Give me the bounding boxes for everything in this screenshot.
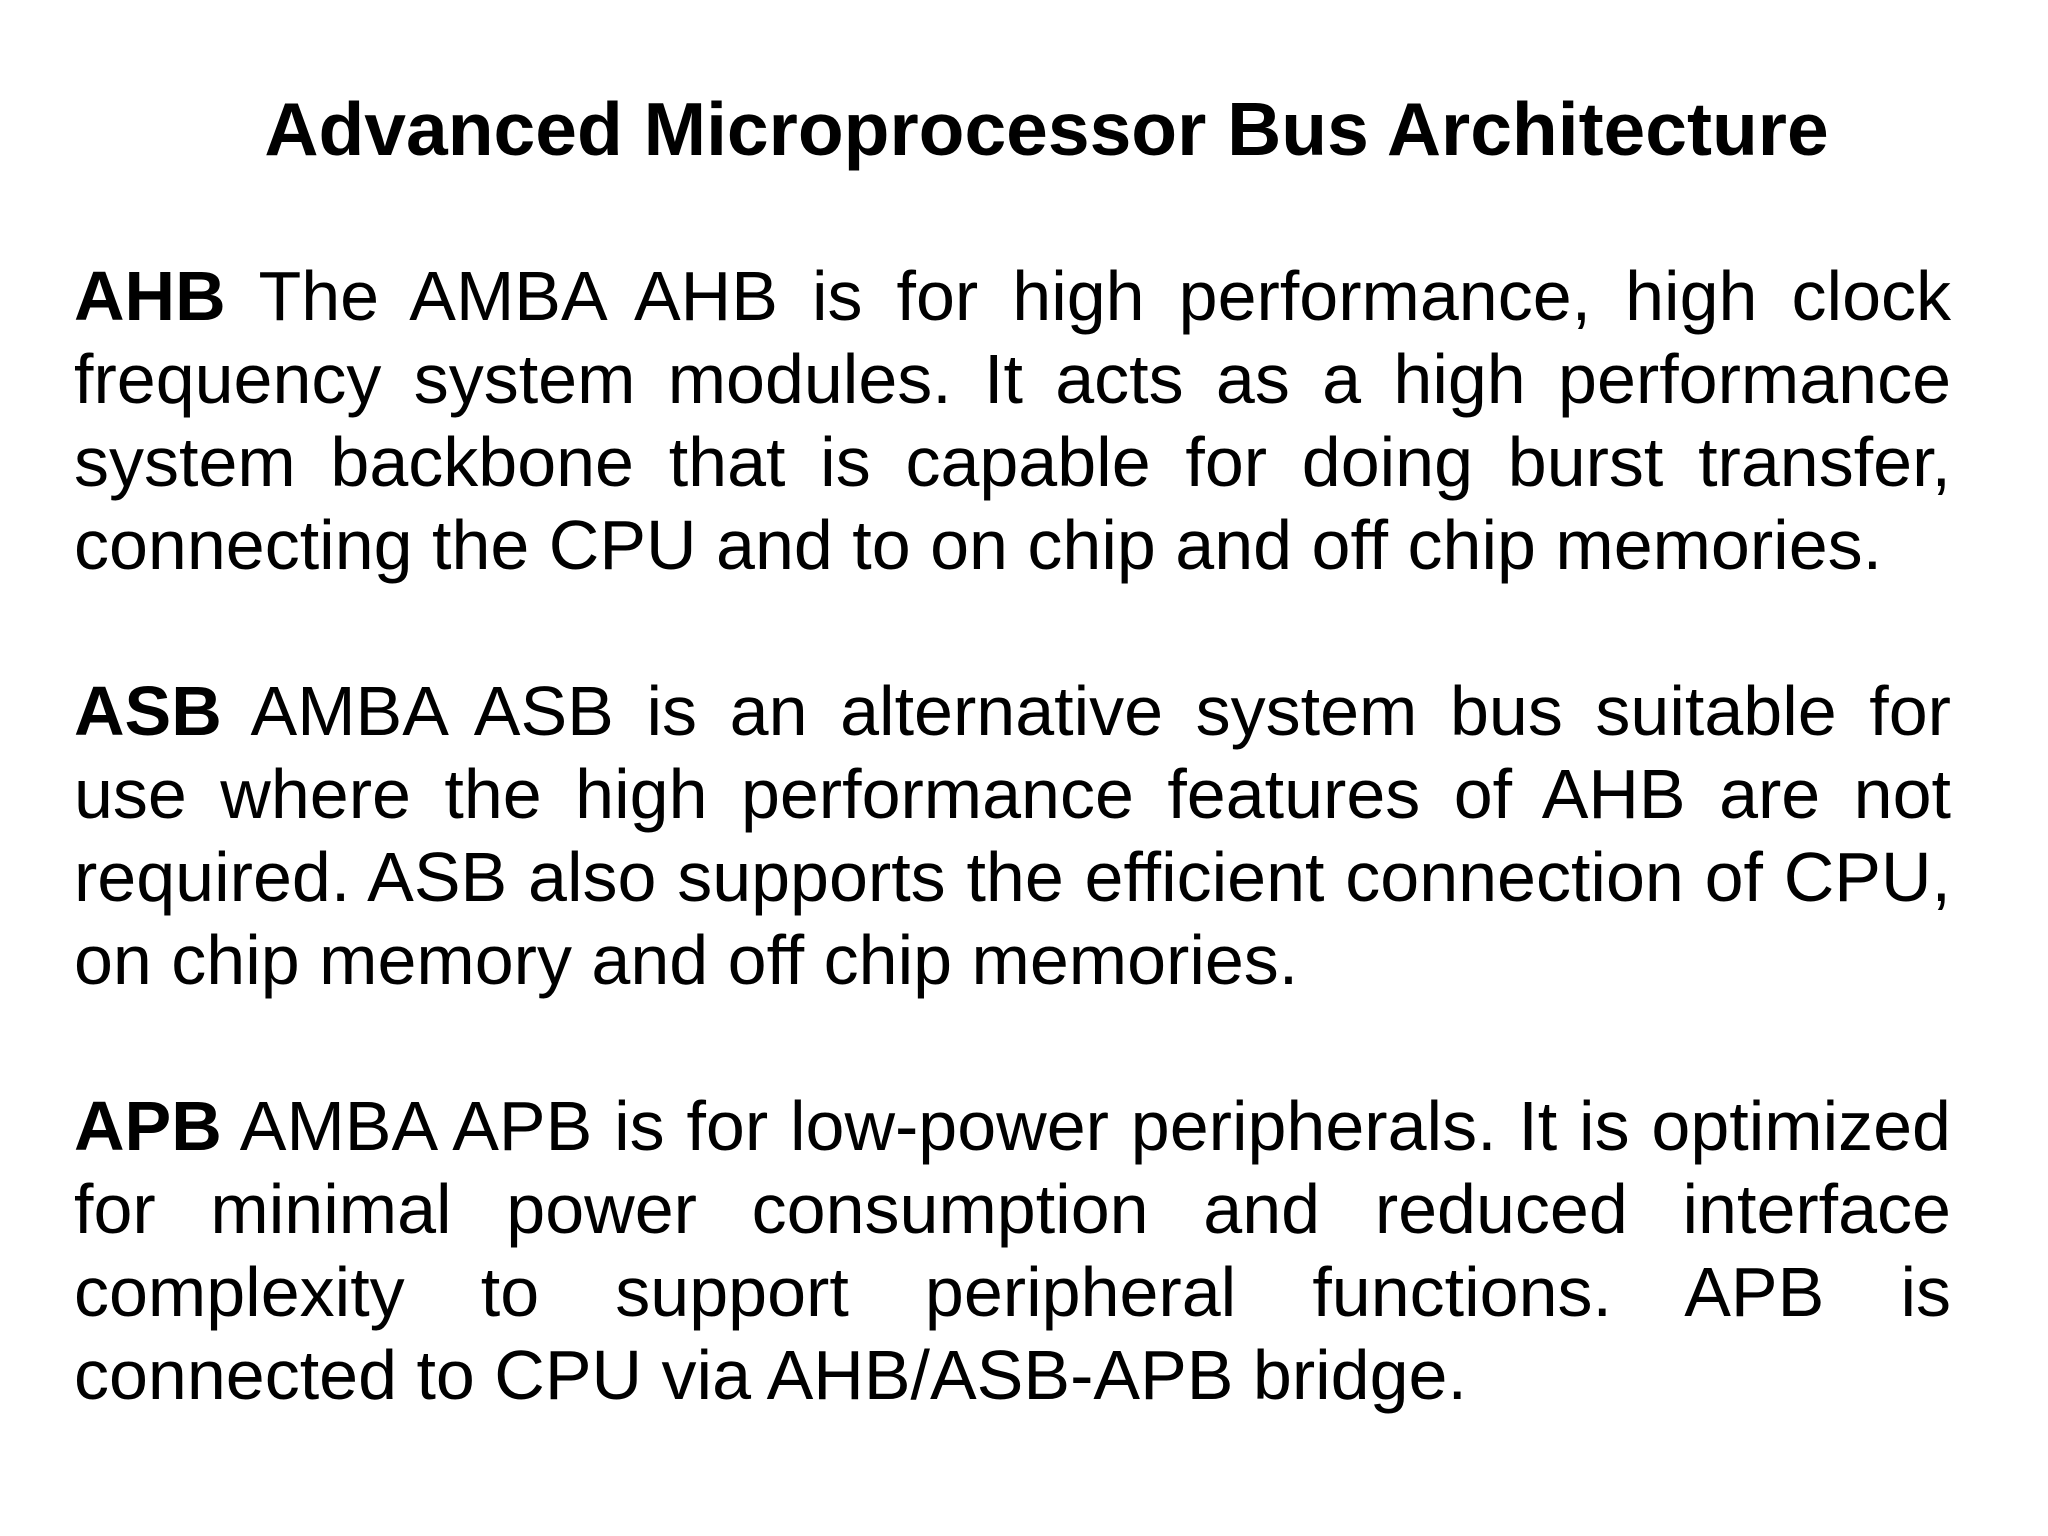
slide-title: Advanced Microprocessor Bus Architecture xyxy=(264,87,1829,171)
description-apb: AMBA APB is for low-power peripherals. It is optimized for minimal power consumption and reduced interface complexity to support peripheral functions. APB is connected to CPU via AHB/ASB-APB bridge. xyxy=(74,1087,1951,1414)
description-ahb: The AMBA AHB is for high performance, high clock frequency system modules. It acts as a high performance system backbone that is capable for doing burst transfer, connecting the CPU and to on chip and off chip memories. xyxy=(74,257,1951,584)
slide-body xyxy=(74,255,1951,1417)
term-asb: ASB xyxy=(74,672,222,750)
term-apb: APB xyxy=(74,1087,222,1165)
paragraph-ahb xyxy=(74,255,1951,587)
description-asb: AMBA ASB is an alternative system bus suitable for use where the high performance features of AHB are not required. ASB also supports the efficient connection of CPU, on chip memory and off chip memories. xyxy=(74,672,1951,999)
paragraph-asb xyxy=(74,670,1951,1002)
paragraph-apb xyxy=(74,1085,1951,1417)
term-ahb: AHB xyxy=(74,257,226,335)
